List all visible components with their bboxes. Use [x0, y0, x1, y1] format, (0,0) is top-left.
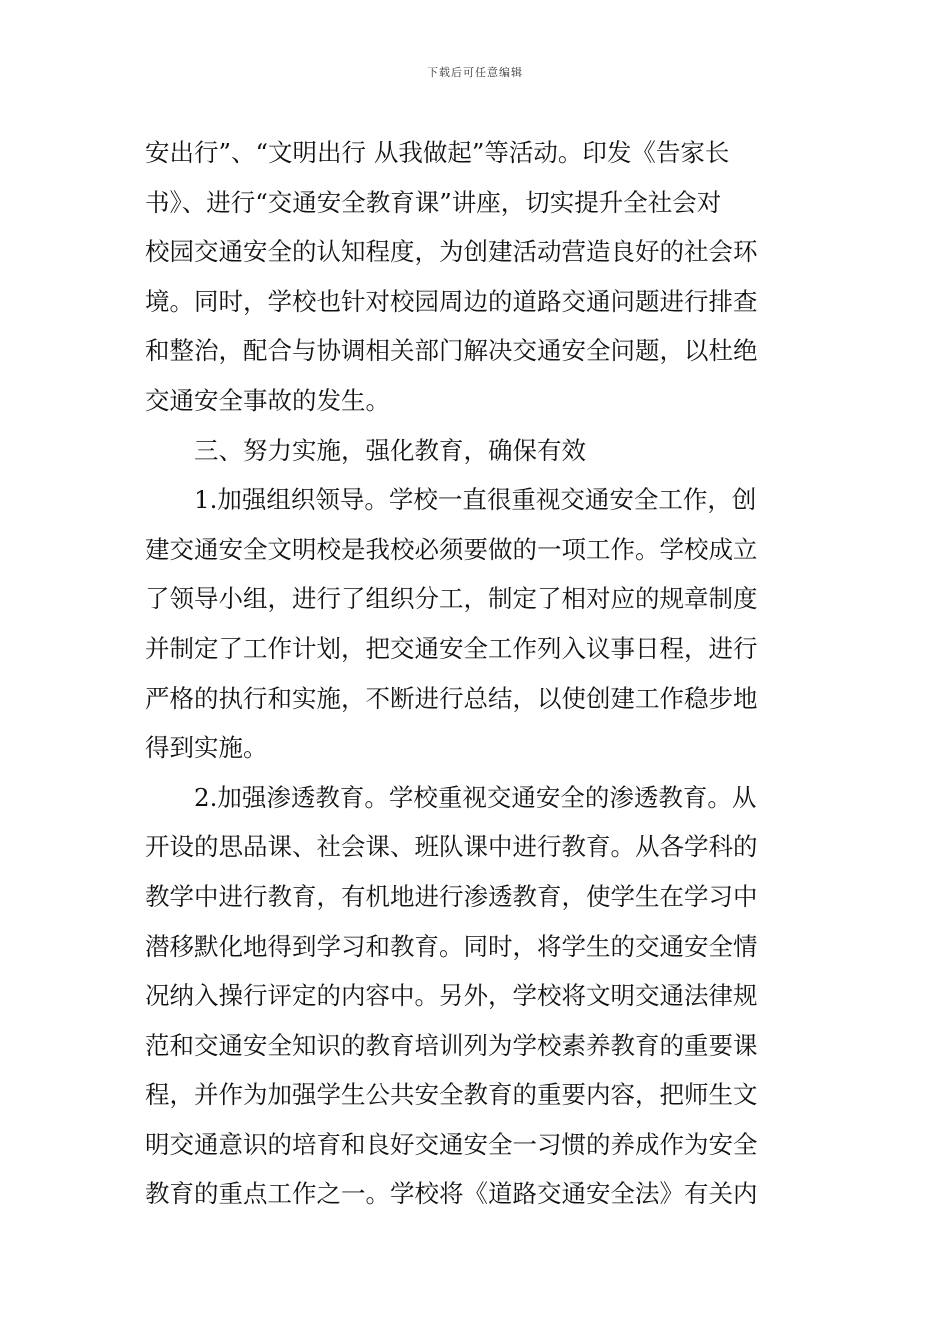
text-line: 得到实施。: [145, 733, 268, 763]
text-line: 程，并作为加强学生公共安全教育的重要内容，把师生文: [145, 1080, 758, 1110]
text-line: 和整治，配合与协调相关部门解决交通安全问题，以杜绝: [145, 336, 758, 366]
text-line: 开设的思品课、社会课、班队课中进行教育。从各学科的: [145, 832, 758, 862]
text-line: 了领导小组，进行了组织分工，制定了相对应的规章制度: [145, 584, 758, 614]
page-header: 下载后可任意编辑: [427, 66, 523, 79]
text-line: 况纳入操行评定的内容中。另外，学校将文明交通法律规: [145, 981, 758, 1011]
text-line: 潜移默化地得到学习和教育。同时，将学生的交通安全情: [145, 931, 758, 961]
section-heading: 三、努力实施，强化教育，确保有效: [194, 435, 586, 465]
text-line: 范和交通安全知识的教育培训列为学校素养教育的重要课: [145, 1030, 758, 1060]
text-line: 并制定了工作计划，把交通安全工作列入议事日程，进行: [145, 633, 758, 663]
text-line: 书》、进行“交通安全教育课”讲座，切实提升全社会对: [145, 187, 722, 217]
paragraph-start: 1.加强组织领导。学校一直很重视交通安全工作，创: [194, 485, 757, 515]
text-line: 教学中进行教育，有机地进行渗透教育，使学生在学习中: [145, 881, 758, 911]
text-line: 明交通意识的培育和良好交通安全一习惯的养成作为安全: [145, 1129, 758, 1159]
text-line: 境。同时，学校也针对校园周边的道路交通问题进行排查: [145, 286, 758, 316]
text-line: 安出行”、“文明出行 从我做起”等活动。印发《告家长: [145, 138, 730, 167]
text-line: 校园交通安全的认知程度，为创建活动营造良好的社会环: [145, 237, 758, 267]
text-line: 教育的重点工作之一。学校将《道路交通安全法》有关内: [145, 1179, 758, 1209]
text-line: 交通安全事故的发生。: [145, 385, 390, 415]
text-line: 严格的执行和实施，不断进行总结，以使创建工作稳步地: [145, 683, 758, 713]
document-body: [145, 128, 810, 1219]
text-line: 建交通安全文明校是我校必须要做的一项工作。学校成立: [145, 534, 758, 564]
paragraph-start: 2.加强渗透教育。学校重视交通安全的渗透教育。从: [194, 782, 757, 812]
